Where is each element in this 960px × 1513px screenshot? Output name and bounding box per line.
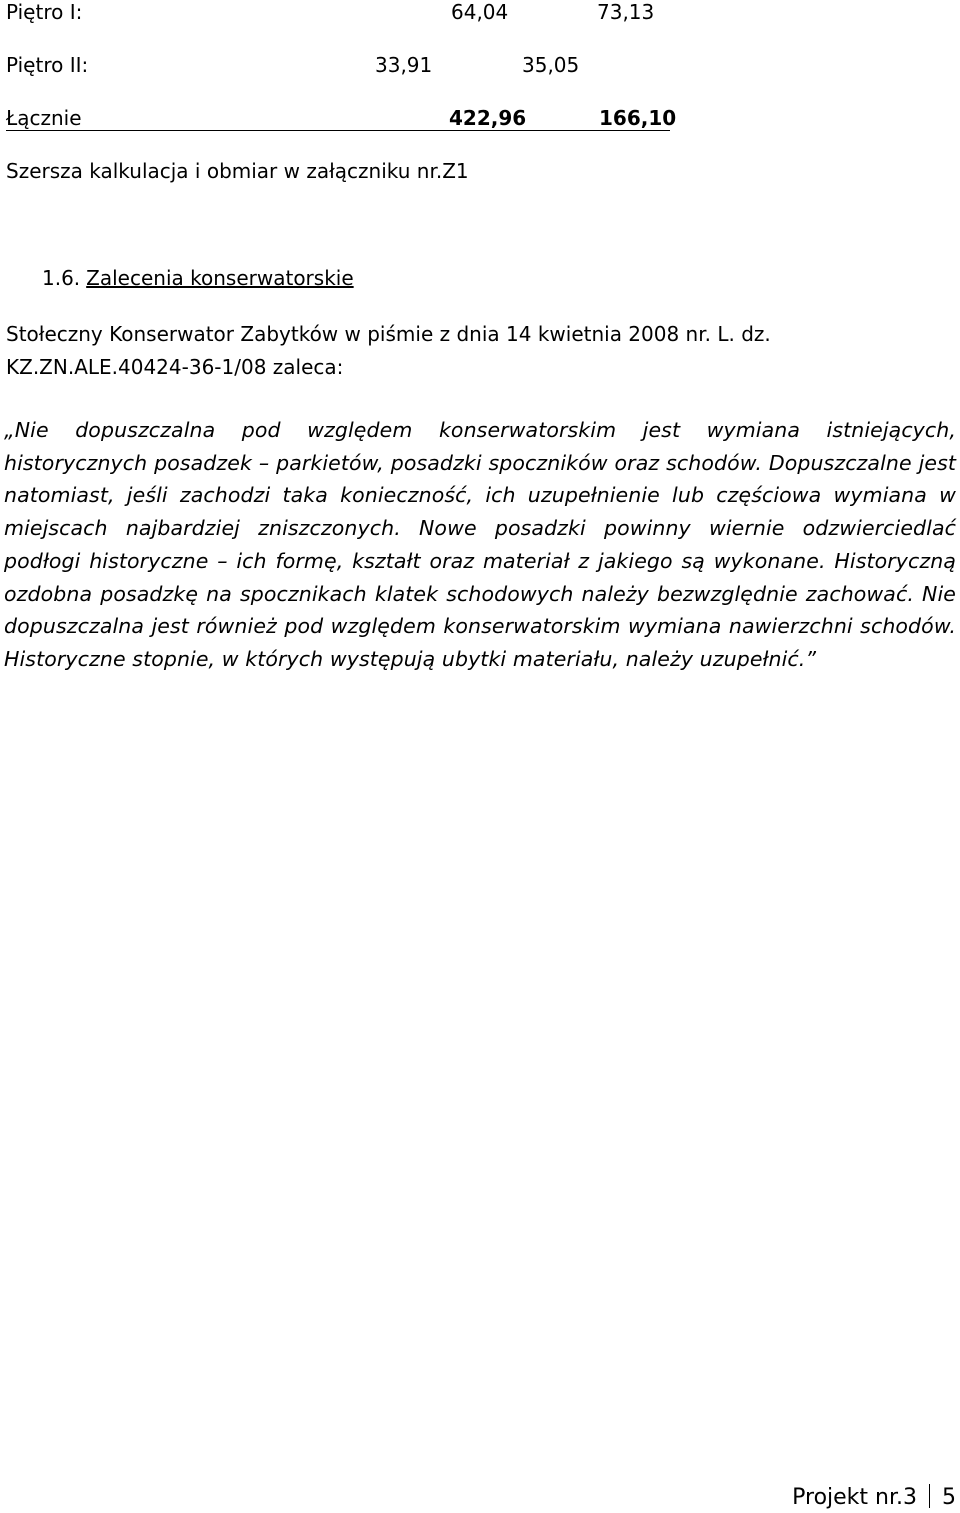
floor-2-row bbox=[6, 53, 706, 77]
total-value-1: 422,96 bbox=[449, 106, 527, 130]
intro-paragraph: Stołeczny Konserwator Zabytków w piśmie z dnia 14 kwietnia 2008 nr. L. dz. KZ.ZN.ALE.40424-36-1/08 zaleca: bbox=[6, 322, 771, 379]
floor-1-value-1: 64,04 bbox=[451, 0, 509, 24]
total-label: Łącznie bbox=[6, 106, 82, 130]
project-label: Projekt nr.3 bbox=[792, 1485, 917, 1510]
floor-2-value-2: 35,05 bbox=[522, 53, 580, 77]
floor-1-label: Piętro I: bbox=[6, 0, 83, 24]
page-footer bbox=[792, 1484, 956, 1512]
section-heading bbox=[42, 266, 354, 290]
floor-1-row bbox=[6, 0, 706, 24]
floor-1-value-2: 73,13 bbox=[597, 0, 655, 24]
footer-separator bbox=[929, 1484, 930, 1508]
calculation-note: Szersza kalkulacja i obmiar w załączniku nr.Z1 bbox=[6, 159, 469, 183]
section-number: 1.6. bbox=[42, 266, 81, 290]
floor-2-value-1: 33,91 bbox=[375, 53, 433, 77]
recommendation-quote: „Nie dopuszczalna pod względem konserwatorskim jest wymiana istniejących, historycznych posadzek – parkietów, posadzki spoczników oraz schodów. Dopuszczalne jest natomiast, jeśli zachodzi taka konieczność, ich uzupełnienie lub częściowa wymiana w miejscach najbardziej zniszczonych. Nowe posadzki powinny wiernie odzwierciedlać podłogi historyczne – ich formę, kształt oraz materiał z jakiego są wykonane. Historyczną ozdobna posadzkę na spocznikach klatek schodowych należy bezwzględnie zachować. Nie dopuszczalna jest również pod względem konserwatorskim wymiana nawierzchni schodów. Historyczne stopnie, w których występują ubytki materiału, należy uzupełnić.” bbox=[4, 418, 956, 671]
total-value-2: 166,10 bbox=[599, 106, 677, 130]
floor-2-label: Piętro II: bbox=[6, 53, 89, 77]
page-number: 5 bbox=[942, 1485, 956, 1510]
total-row bbox=[6, 106, 677, 131]
section-title: Zalecenia konserwatorskie bbox=[86, 266, 354, 290]
